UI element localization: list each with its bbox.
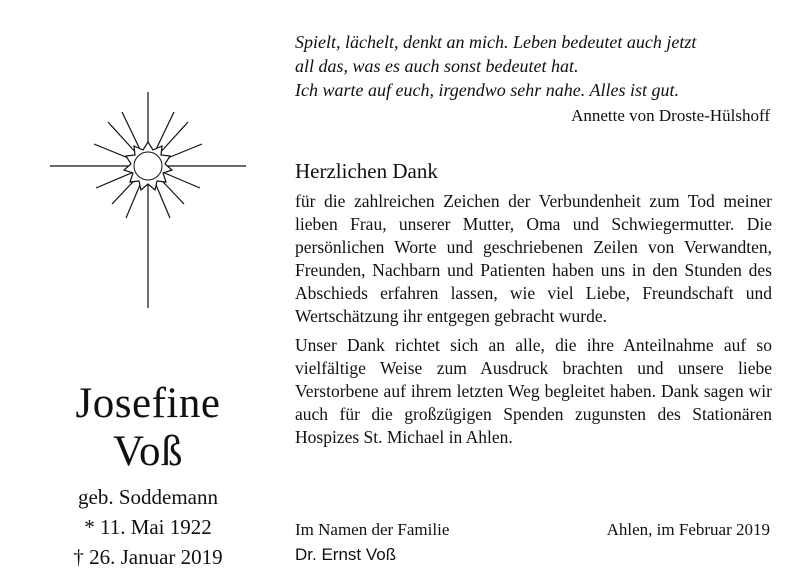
signer-name: Dr. Ernst Voß — [295, 545, 397, 564]
quote-line: Spielt, lächelt, denkt an mich. Leben bedeutet auch jetzt — [295, 32, 697, 52]
death-date: † 26. Januar 2019 — [73, 545, 223, 569]
sun-cross-icon — [50, 92, 246, 308]
first-name: Josefine — [75, 380, 221, 427]
on-behalf-text: Im Namen der Familie — [295, 520, 450, 539]
thanks-title: Herzlichen Dank — [295, 159, 438, 183]
life-dates — [30, 482, 266, 572]
quote-line: all das, was es auch sonst bedeutet hat. — [295, 56, 579, 76]
quote-author: Annette von Droste-Hülshoff — [571, 106, 770, 125]
birth-date: * 11. Mai 1922 — [84, 515, 212, 539]
birth-name: geb. Soddemann — [78, 485, 218, 509]
last-name: Voß — [112, 428, 183, 475]
signature-block — [295, 518, 449, 568]
paragraph: für die zahlreichen Zeichen der Verbundenheit zum Tod meiner lieben Frau, unserer Mutter, Oma und Schwiegermutter. Die persönlichen Worte und geschriebenen Zeilen von Verwandten, Freunden, Nachbarn und Patienten haben uns in den Stunden des Abschieds erfahren lassen, wie viel Liebe, Freundschaft und Wertschätzung ihr entgegen gebracht wurde. — [295, 191, 772, 326]
quote — [295, 30, 775, 102]
place-date: Ahlen, im Februar 2019 — [606, 520, 770, 539]
deceased-block — [30, 380, 266, 572]
paragraph: Unser Dank richtet sich an alle, die ihre Anteilnahme auf so vielfältige Weise zum Ausdruck brachten und unsere liebe Verstorbene auf ihrem letzten Weg begleitet haben. Dank sagen wir auch für die großzügigen Spenden zugunsten des Stationären Hospizes St. Michael in Ahlen. — [295, 335, 772, 447]
quote-line: Ich warte auf euch, irgendwo sehr nahe. Alles ist gut. — [295, 80, 679, 100]
thanks-text — [295, 190, 772, 455]
